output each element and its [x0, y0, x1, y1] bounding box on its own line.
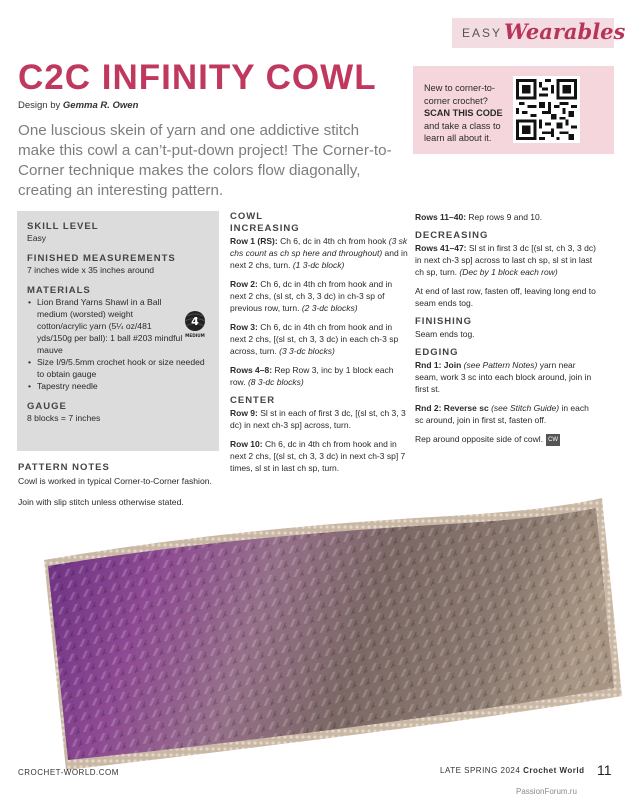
material-hook: • Size I/9/5.5mm crochet hook or size needed to obtain gauge — [27, 356, 209, 380]
row-1: Row 1 (RS): Ch 6, dc in 4th ch from hook (3 sk chs count as ch sp here and throughout) and in next 2 chs, turn. (1 3-dc block) — [230, 236, 408, 270]
cowl-photo — [30, 488, 630, 773]
yarn-weight-number: 4 — [191, 315, 199, 328]
decreasing-heading: DECREASING — [415, 230, 489, 241]
pattern-notes-heading: PATTERN NOTES — [18, 462, 110, 473]
pattern-note: Join with slip stitch unless otherwise stated. — [18, 497, 184, 507]
rnd-1: Rnd 1: Join (see Pattern Notes) yarn near seam, work 3 sc into each block around, join in first st. — [415, 360, 592, 394]
rows-4-8: Rows 4–8: Rep Row 3, inc by 1 block each row. (8 3-dc blocks) — [230, 365, 394, 387]
end-instructions: At end of last row, fasten off, leaving long end to seam ends tog. — [415, 286, 596, 308]
qr-promo-text: New to corner-to-corner crochet? SCAN THIS CODE and take a class to learn all about it. — [424, 83, 503, 143]
section-tag — [452, 18, 626, 48]
pattern-note: Cowl is worked in typical Corner-to-Corner fashion. — [18, 476, 212, 486]
designer-byline: Design by Gemma R. Owen — [18, 100, 139, 111]
end-mark-icon: CW — [546, 434, 560, 446]
qr-promo-box — [413, 66, 614, 154]
gauge-heading: GAUGE — [27, 401, 67, 412]
row-10: Row 10: Ch 6, dc in 4th ch from hook and in next 2 chs, [(sl st, ch 3, 3 dc) in next ch-3 sp] 7 times, sl st in last ch sp, turn. — [230, 439, 406, 473]
tag-easy: EASY — [462, 26, 503, 40]
rnd-2: Rnd 2: Reverse sc (see Stitch Guide) in each sc around, join in first st, fasten off. — [415, 403, 589, 425]
row-2: Row 2: Ch 6, dc in 4th ch from hook and in next 2 chs, (sl st, ch 3, 3 dc) in ch-3 sp of previous row, turn. (2 3-dc blocks) — [230, 279, 393, 313]
increasing-heading: INCREASING — [230, 223, 300, 234]
page-number: 11 — [597, 762, 612, 778]
material-needle: • Tapestry needle — [27, 380, 209, 392]
materials-heading: MATERIALS — [27, 285, 91, 296]
intro-text: One luscious skein of yarn and one addictive stitch make this cowl a can’t-put-down project! The Corner-to-Corner technique makes the colors flow diagonally, creating an interesting pattern. — [18, 122, 392, 199]
material-yarn: • Lion Brand Yarns Shawl in a Ball medium (worsted) weight cotton/acrylic yarn (5¼ oz/481 yds/150g per ball): 1 ball #203 mindful mauve — [27, 296, 209, 356]
instructions-column-2 — [230, 211, 408, 481]
qr-code[interactable] — [513, 76, 580, 143]
row-3: Row 3: Ch 6, dc in 4th ch from hook and in next 2 chs, [(sl st, ch 3, 3 dc) in each ch-3 sp across, turn. (3 3-dc blocks) — [230, 322, 399, 356]
repeat-text: Rep around opposite side of cowl. CW — [415, 434, 559, 444]
row-9: Row 9: Sl st in each of first 3 dc, [(sl st, ch 3, 3 dc) in next ch-3 sp] across, turn. — [230, 408, 406, 430]
skill-heading: SKILL LEVEL — [27, 221, 99, 232]
tag-category: Wearables — [504, 19, 626, 44]
yarn-weight-label: MEDIUM — [185, 333, 205, 338]
instructions-column-3 — [415, 211, 597, 453]
finishing-text: Seam ends tog. — [415, 329, 475, 339]
footer-website: CROCHET-WORLD.COM — [18, 768, 119, 777]
gauge-value: 8 blocks = 7 inches — [27, 413, 101, 423]
qr-code-icon — [516, 79, 577, 140]
measurements-value: 7 inches wide x 35 inches around — [27, 265, 155, 275]
yarn-weight-icon — [182, 310, 208, 338]
finishing-heading: FINISHING — [415, 316, 473, 327]
skill-value: Easy — [27, 233, 47, 243]
center-heading: CENTER — [230, 395, 276, 406]
measurements-heading: FINISHED MEASUREMENTS — [27, 253, 176, 264]
watermark: PassionForum.ru — [516, 787, 577, 796]
footer-issue: LATE SPRING 2024 Crochet World — [440, 766, 585, 775]
page-title: C2C INFINITY COWL — [18, 58, 377, 97]
rows-11-40: Rows 11–40: Rep rows 9 and 10. — [415, 212, 543, 222]
cowl-heading: COWL — [230, 211, 264, 222]
rows-41-47: Rows 41–47: Sl st in first 3 dc [(sl st, ch 3, 3 dc) in next ch-3 sp] across to last ch sp, sl st in last ch sp, turn. (Dec by 1 block each row) — [415, 243, 596, 277]
edging-heading: EDGING — [415, 347, 459, 358]
